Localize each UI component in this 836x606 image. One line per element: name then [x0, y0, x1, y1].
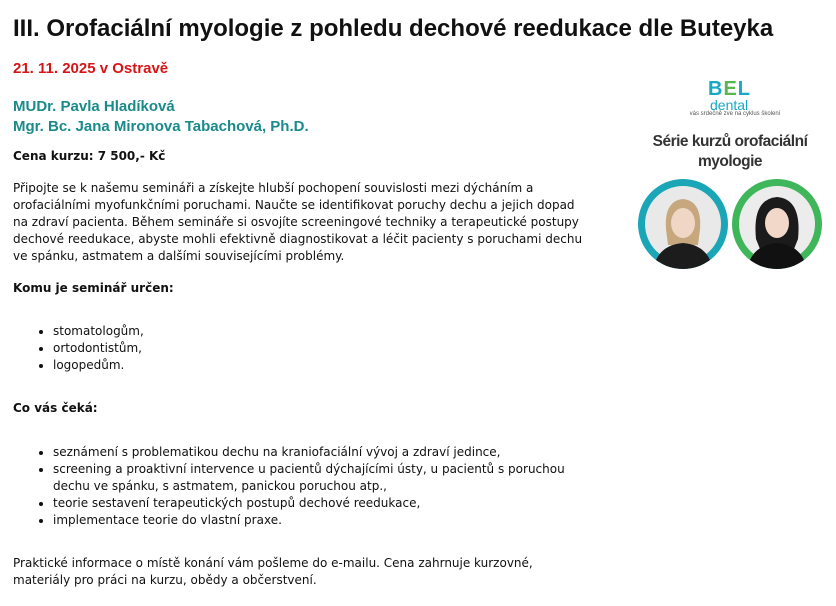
audience-heading: Komu je seminář určen: [13, 281, 174, 295]
lecturer-name: MUDr. Pavla Hladíková [13, 98, 175, 115]
agenda-list [13, 444, 583, 529]
agenda-heading: Co vás čeká: [13, 401, 98, 415]
lecturer-photo [732, 179, 822, 269]
page-title: III. Orofaciální myologie z pohledu dechové reedukace dle Buteyka [13, 15, 774, 42]
list-item: • implementace teorie do vlastní praxe. [53, 512, 583, 529]
list-item: • screening a proaktivní intervence u pacientů dýchajícími ústy, u pacientů s poruchou dechu ve spánku, s astmatem, panickou poruchou atp., [53, 461, 583, 495]
list-item: • stomatologům, [53, 323, 583, 340]
course-description [13, 148, 583, 589]
series-promo-image [630, 78, 830, 278]
practical-info: Praktické informace o místě konání vám pošleme do e-mailu. Cena zahrnuje kurzovné, materiály pro práci na kurzu, obědy a občerstvení. [13, 556, 533, 587]
series-title [630, 132, 830, 172]
lecturer-photo [638, 179, 728, 269]
logo-tagline: vás srdečně zve na cyklus školení [689, 111, 781, 117]
series-title-line: myologie [697, 153, 763, 170]
course-date: 21. 11. 2025 v Ostravě [13, 60, 169, 77]
list-item: • ortodontistům, [53, 340, 583, 357]
logo-dental-text: dental [710, 97, 749, 113]
lecturer-name: Mgr. Bc. Jana Mironova Tabachová, Ph.D. [13, 118, 309, 135]
series-title-line: Série kurzů orofaciální [652, 133, 808, 150]
lecturers [13, 97, 309, 137]
list-item: • teorie sestavení terapeutických postupů dechové reedukace, [53, 495, 583, 512]
course-price: Cena kurzu: 7 500,- Kč [13, 149, 166, 163]
list-item: • seznámení s problematikou dechu na kraniofaciální vývoj a zdraví jedince, [53, 444, 583, 461]
intro-paragraph: Připojte se k našemu semináři a získejte hlubší pochopení souvislosti mezi dýcháním a orofaciálními myofunkčními poruchami. Naučte se identifikovat poruchy dechu a jejich dopad na zdraví pacienta. Během semináře si osvojíte screeningové techniky a terapeutické postupy dechové reedukace, abyste mohli efektivně diagnostikovat a léčit pacienty s poruchami dechu ve spánku, astmatem a dalšími souvisejícími problémy. [13, 181, 583, 263]
bel-dental-logo: BEL [708, 78, 752, 100]
audience-list [13, 323, 583, 374]
list-item: • logopedům. [53, 357, 583, 374]
